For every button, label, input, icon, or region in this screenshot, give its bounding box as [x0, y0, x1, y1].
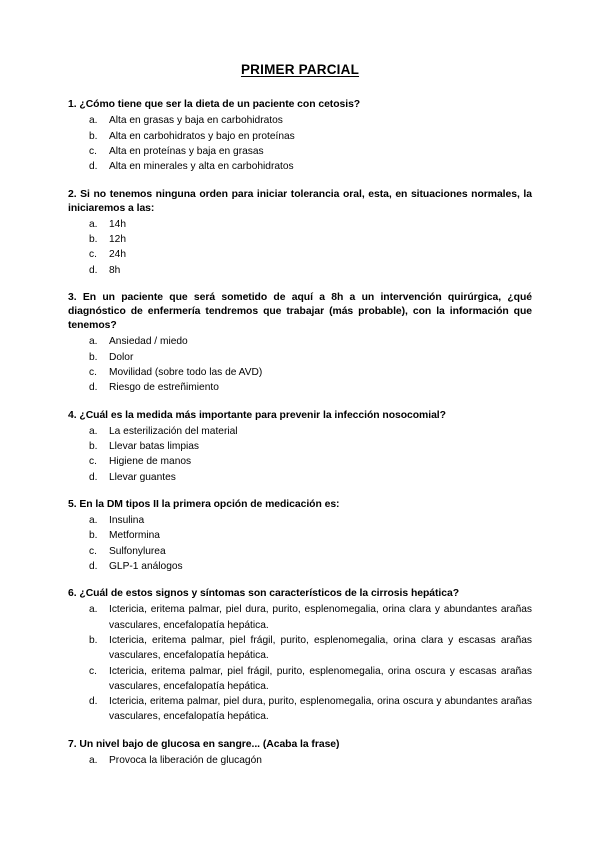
option-text: Metformina	[109, 530, 160, 542]
option-text: 14h	[109, 218, 126, 230]
option-item[interactable]	[68, 470, 532, 485]
option-letter: c.	[89, 367, 97, 378]
question-stem: 6. ¿Cuál de estos signos y síntomas son característicos de la cirrosis hepática?	[68, 588, 459, 600]
option-letter: a.	[89, 754, 98, 766]
question-block	[68, 498, 532, 574]
question-block	[68, 587, 532, 725]
option-text: Ictericia, eritema palmar, piel frágil, purito, esplenomegalia, orina oscura y escasas arañas vasculares, encefalopatía hepática.	[109, 665, 532, 692]
option-text: Ictericia, eritema palmar, piel dura, purito, esplenomegalia, orina clara y abundantes arañas vasculares, encefalopatía hepática.	[109, 604, 532, 631]
option-letter: d.	[89, 560, 98, 572]
option-text: Alta en minerales y alta en carbohidratos	[109, 161, 294, 173]
option-text: Insulina	[109, 515, 145, 527]
option-item[interactable]	[68, 424, 532, 439]
option-list	[68, 113, 532, 174]
option-letter: b.	[89, 634, 98, 646]
option-item[interactable]	[68, 753, 532, 768]
option-item[interactable]	[68, 602, 532, 633]
question-block	[68, 738, 532, 768]
question-stem: 4. ¿Cuál es la medida más importante para prevenir la infección nosocomial?	[68, 409, 446, 421]
option-list	[68, 334, 532, 395]
option-text: Sulfonylurea	[109, 545, 166, 557]
option-letter: c.	[89, 456, 97, 468]
option-item[interactable]	[68, 513, 532, 528]
option-item[interactable]	[68, 365, 532, 380]
option-letter: a.	[89, 425, 98, 437]
option-item[interactable]	[68, 694, 532, 725]
option-text: 8h	[109, 264, 121, 276]
option-letter: c.	[89, 665, 97, 677]
option-text: La esterilización del material	[109, 425, 238, 437]
option-letter: c.	[89, 249, 97, 261]
option-letter: c.	[89, 545, 97, 557]
option-letter: a.	[89, 336, 98, 348]
option-letter: b.	[89, 530, 98, 542]
option-text: Provoca la liberación de glucagón	[109, 754, 262, 766]
option-letter: d.	[89, 471, 98, 483]
option-item[interactable]	[68, 334, 532, 349]
option-text: Ansiedad / miedo	[109, 336, 188, 348]
option-text: Ictericia, eritema palmar, piel dura, purito, esplenomegalia, orina oscura y abundantes arañas vasculares, encefalopatía hepática.	[109, 696, 532, 723]
option-text: Llevar guantes	[109, 471, 176, 483]
option-item[interactable]	[68, 664, 532, 695]
option-item[interactable]	[68, 113, 532, 128]
option-item[interactable]	[68, 217, 532, 232]
page-title: PRIMER PARCIAL	[240, 62, 360, 77]
question-block	[68, 98, 532, 174]
option-list	[68, 753, 532, 768]
option-letter: a.	[89, 115, 98, 127]
option-letter: c.	[89, 145, 97, 157]
option-text: Llevar batas limpias	[109, 441, 200, 453]
question-block	[68, 291, 532, 396]
option-text: Higiene de manos	[109, 456, 192, 468]
option-list	[68, 217, 532, 278]
option-letter: d.	[89, 696, 98, 708]
option-text: Movilidad (sobre todo las de AVD)	[109, 367, 263, 378]
question-stem: 2. Si no tenemos ninguna orden para iniciar tolerancia oral, esta, en situaciones normales, la iniciaremos a las:	[68, 188, 532, 214]
option-item[interactable]	[68, 232, 532, 247]
option-item[interactable]	[68, 544, 532, 559]
question-block	[68, 409, 532, 485]
option-list	[68, 602, 532, 724]
question-stem: 3. En un paciente que será sometido de aquí a 8h a un intervención quirúrgica, ¿qué diagnóstico de enfermería tendremos que trabajar (más probable), con la información que tenemos?	[68, 291, 532, 332]
option-item[interactable]	[68, 129, 532, 144]
question-stem: 7. Un nivel bajo de glucosa en sangre... (Acaba la frase)	[68, 738, 340, 750]
option-letter: d.	[89, 382, 98, 394]
option-item[interactable]	[68, 439, 532, 454]
option-letter: a.	[89, 604, 98, 616]
option-letter: a.	[89, 515, 98, 527]
option-text: GLP-1 análogos	[109, 560, 183, 572]
option-text: Alta en carbohidratos y bajo en proteínas	[109, 130, 295, 142]
option-list	[68, 424, 532, 485]
option-letter: d.	[89, 264, 98, 276]
option-text: Dolor	[109, 351, 134, 363]
option-text: 24h	[109, 249, 126, 261]
option-letter: a.	[89, 218, 98, 230]
option-letter: b.	[89, 130, 98, 142]
document-body	[68, 62, 532, 781]
option-item[interactable]	[68, 350, 532, 365]
option-item[interactable]	[68, 528, 532, 543]
option-item[interactable]	[68, 159, 532, 174]
option-item[interactable]	[68, 454, 532, 469]
option-item[interactable]	[68, 144, 532, 159]
question-block	[68, 188, 532, 278]
option-item[interactable]	[68, 559, 532, 574]
option-letter: d.	[89, 161, 98, 173]
question-stem: 1. ¿Cómo tiene que ser la dieta de un paciente con cetosis?	[68, 99, 361, 111]
option-letter: b.	[89, 234, 98, 246]
option-item[interactable]	[68, 263, 532, 278]
option-item[interactable]	[68, 633, 532, 664]
option-item[interactable]	[68, 247, 532, 262]
option-item[interactable]	[68, 380, 532, 395]
option-text: 12h	[109, 234, 126, 246]
option-letter: b.	[89, 351, 98, 363]
option-text: Alta en grasas y baja en carbohidratos	[109, 115, 283, 127]
option-list	[68, 513, 532, 574]
option-text: Ictericia, eritema palmar, piel frágil, purito, esplenomegalia, orina clara y escasas arañas vasculares, encefalopatía hepática.	[109, 634, 532, 662]
option-text: Riesgo de estreñimiento	[109, 382, 219, 394]
question-stem: 5. En la DM tipos II la primera opción de medicación es:	[68, 498, 340, 510]
option-text: Alta en proteínas y baja en grasas	[109, 145, 264, 157]
option-letter: b.	[89, 441, 98, 453]
